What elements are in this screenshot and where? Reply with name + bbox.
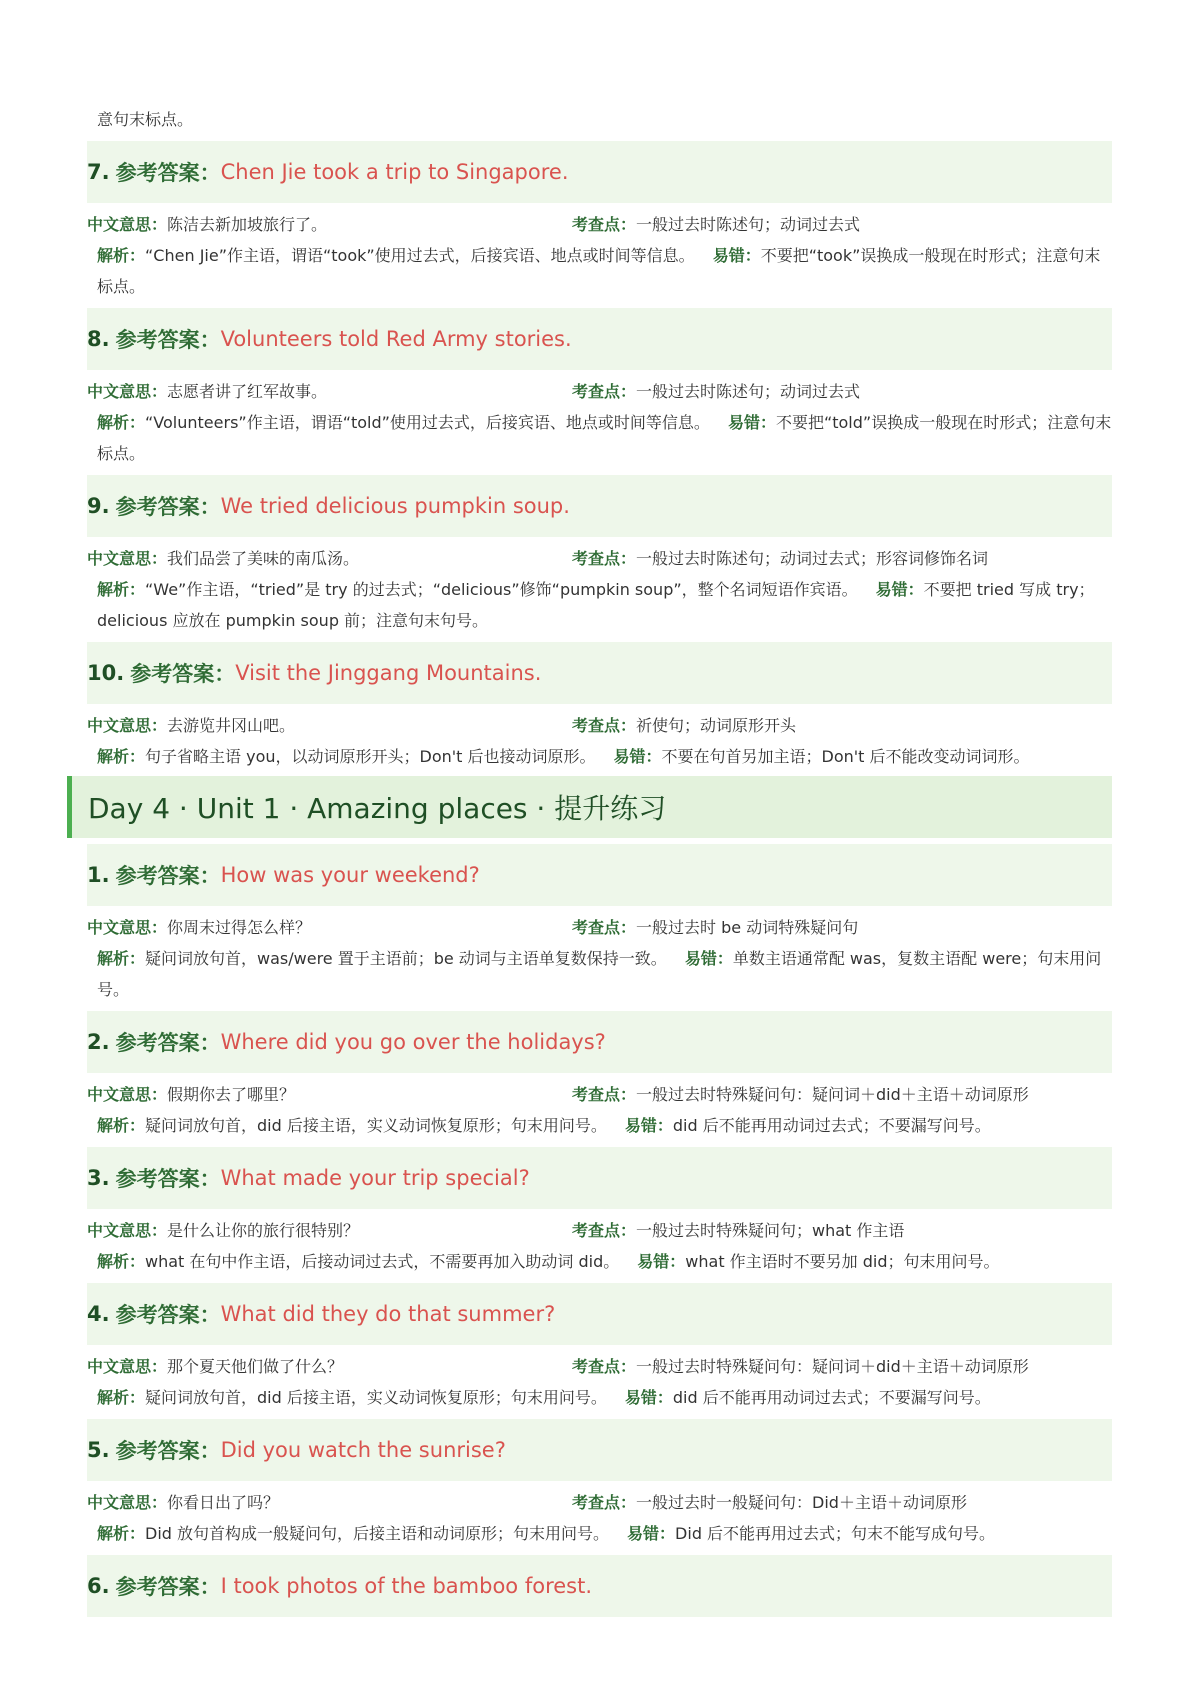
meaning-text: 你看日出了吗？ (167, 1493, 280, 1512)
answer-bar (87, 844, 1112, 906)
item-2 (87, 1011, 1112, 1141)
answer-bar (87, 475, 1112, 537)
answer-bar (87, 1283, 1112, 1345)
mistake-text: 不要把“took”误换成一般现在时形式；注意句末标点。 (97, 246, 1101, 296)
section-title: Day 4 · Unit 1 · Amazing places · 提升练习 (88, 792, 667, 825)
info-row (87, 209, 1112, 240)
point-label: 考查点： (572, 716, 637, 735)
answer-text: What made your trip special? (220, 1166, 530, 1190)
meaning-label: 中文意思： (87, 382, 168, 401)
info-row (87, 1351, 1112, 1382)
meaning-text: 陈洁去新加坡旅行了。 (167, 215, 328, 234)
answer-label: 参考答案： (115, 1303, 221, 1327)
analysis-text: “Chen Jie”作主语，谓语“took”使用过去式，后接宾语、地点或时间等信息。 (145, 246, 695, 265)
item-number: 9. (87, 494, 110, 518)
analysis-paragraph (87, 1110, 1112, 1141)
item-4 (87, 1283, 1112, 1413)
mistake-label: 易错： (875, 580, 924, 599)
meaning-label: 中文意思： (87, 1357, 168, 1376)
point-text: 一般过去时特殊疑问句；what 作主语 (636, 1221, 905, 1240)
point-label: 考查点： (572, 1357, 637, 1376)
item-1 (87, 844, 1112, 1005)
analysis-label: 解析： (97, 413, 146, 432)
point-label: 考查点： (572, 918, 637, 937)
mistake-text: 不要把“told”误换成一般现在时形式；注意句末标点。 (97, 413, 1112, 463)
meaning-label: 中文意思： (87, 1085, 168, 1104)
info-row (87, 543, 1112, 574)
item-8 (87, 308, 1112, 469)
mistake-text: 单数主语通常配 was，复数主语配 were；句末用问号。 (97, 949, 1102, 999)
analysis-text: 疑问词放句首，was/were 置于主语前；be 动词与主语单复数保持一致。 (145, 949, 667, 968)
answer-bar (87, 1555, 1112, 1617)
answer-bar (87, 1419, 1112, 1481)
mistake-text: 不要在句首另加主语；Don't 后不能改变动词词形。 (661, 747, 1030, 766)
analysis-text: “Volunteers”作主语，谓语“told”使用过去式，后接宾语、地点或时间等信息。 (145, 413, 710, 432)
analysis-label: 解析： (97, 1388, 146, 1407)
item-number: 4. (87, 1302, 110, 1326)
answer-label: 参考答案： (115, 495, 221, 519)
analysis-paragraph (87, 943, 1112, 1005)
answer-text: How was your weekend? (220, 863, 480, 887)
item-10 (87, 642, 1112, 772)
answer-key-page (87, 104, 1112, 1617)
mistake-text: 不要把 tried 写成 try；delicious 应放在 pumpkin soup 前；注意句末句号。 (97, 580, 1095, 630)
analysis-text: Did 放句首构成一般疑问句，后接主语和动词原形；句末用问号。 (145, 1524, 610, 1543)
point-label: 考查点： (572, 215, 637, 234)
mistake-text: Did 后不能再用过去式；句末不能写成句号。 (675, 1524, 996, 1543)
answer-text: Did you watch the sunrise? (220, 1438, 506, 1462)
point-text: 一般过去时一般疑问句：Did＋主语＋动词原形 (636, 1493, 967, 1512)
mistake-label: 易错： (727, 413, 776, 432)
analysis-paragraph (87, 1382, 1112, 1413)
analysis-text: what 在句中作主语，后接动词过去式，不需要再加入助动词 did。 (145, 1252, 620, 1271)
answer-text: Where did you go over the holidays? (220, 1030, 606, 1054)
point-text: 一般过去时特殊疑问句：疑问词＋did＋主语＋动词原形 (636, 1357, 1029, 1376)
analysis-paragraph (87, 1518, 1112, 1549)
point-text: 一般过去时陈述句；动词过去式；形容词修饰名词 (636, 549, 989, 568)
point-label: 考查点： (572, 1493, 637, 1512)
mistake-label: 易错： (684, 949, 733, 968)
item-number: 6. (87, 1574, 110, 1598)
analysis-paragraph (87, 574, 1112, 636)
point-label: 考查点： (572, 382, 637, 401)
continuation-text: 意句末标点。 (97, 110, 194, 129)
analysis-label: 解析： (97, 949, 146, 968)
answer-text: Chen Jie took a trip to Singapore. (220, 160, 569, 184)
mistake-text: did 后不能再用动词过去式；不要漏写问号。 (672, 1116, 991, 1135)
meaning-text: 那个夏天他们做了什么？ (167, 1357, 344, 1376)
mistake-label: 易错： (712, 246, 761, 265)
answer-bar (87, 308, 1112, 370)
info-row (87, 912, 1112, 943)
analysis-label: 解析： (97, 580, 146, 599)
mistake-label: 易错： (624, 1116, 673, 1135)
analysis-paragraph (87, 1246, 1112, 1277)
item-number: 5. (87, 1438, 110, 1462)
item-7 (87, 141, 1112, 302)
answer-label: 参考答案： (130, 662, 236, 686)
answer-text: Visit the Jinggang Mountains. (235, 661, 542, 685)
point-label: 考查点： (572, 1085, 637, 1104)
answer-label: 参考答案： (115, 328, 221, 352)
meaning-label: 中文意思： (87, 918, 168, 937)
mistake-label: 易错： (627, 1524, 676, 1543)
point-text: 祈使句；动词原形开头 (636, 716, 797, 735)
analysis-label: 解析： (97, 1252, 146, 1271)
item-number: 7. (87, 160, 110, 184)
mistake-label: 易错： (637, 1252, 686, 1271)
answer-label: 参考答案： (115, 1167, 221, 1191)
meaning-label: 中文意思： (87, 1221, 168, 1240)
answer-text: Volunteers told Red Army stories. (220, 327, 572, 351)
meaning-label: 中文意思： (87, 716, 168, 735)
analysis-paragraph (87, 407, 1112, 469)
meaning-label: 中文意思： (87, 215, 168, 234)
analysis-text: 疑问词放句首，did 后接主语，实义动词恢复原形；句末用问号。 (145, 1116, 607, 1135)
item-number: 2. (87, 1030, 110, 1054)
point-text: 一般过去时特殊疑问句：疑问词＋did＋主语＋动词原形 (636, 1085, 1029, 1104)
item-number: 8. (87, 327, 110, 351)
item-3 (87, 1147, 1112, 1277)
meaning-text: 假期你去了哪里？ (167, 1085, 296, 1104)
answer-bar (87, 141, 1112, 203)
answer-bar (87, 1147, 1112, 1209)
analysis-paragraph (87, 741, 1112, 772)
point-text: 一般过去时陈述句；动词过去式 (636, 382, 861, 401)
analysis-label: 解析： (97, 747, 146, 766)
meaning-text: 是什么让你的旅行很特别？ (167, 1221, 360, 1240)
item-9 (87, 475, 1112, 636)
analysis-label: 解析： (97, 246, 146, 265)
info-row (87, 1079, 1112, 1110)
mistake-label: 易错： (624, 1388, 673, 1407)
section-header (67, 776, 1112, 838)
answer-label: 参考答案： (115, 1575, 221, 1599)
item-6 (87, 1555, 1112, 1617)
point-text: 一般过去时 be 动词特殊疑问句 (636, 918, 859, 937)
analysis-label: 解析： (97, 1116, 146, 1135)
answer-label: 参考答案： (115, 1439, 221, 1463)
mistake-text: did 后不能再用动词过去式；不要漏写问号。 (672, 1388, 991, 1407)
info-row (87, 1487, 1112, 1518)
answer-text: We tried delicious pumpkin soup. (220, 494, 570, 518)
answer-text: What did they do that summer? (220, 1302, 556, 1326)
analysis-paragraph (87, 240, 1112, 302)
info-row (87, 376, 1112, 407)
answer-bar (87, 1011, 1112, 1073)
mistake-text: what 作主语时不要另加 did；句末用问号。 (685, 1252, 1000, 1271)
answer-label: 参考答案： (115, 1031, 221, 1055)
item-number: 1. (87, 863, 110, 887)
meaning-label: 中文意思： (87, 1493, 168, 1512)
analysis-label: 解析： (97, 1524, 146, 1543)
item-number: 3. (87, 1166, 110, 1190)
point-label: 考查点： (572, 549, 637, 568)
meaning-text: 去游览井冈山吧。 (167, 716, 296, 735)
answer-bar (87, 642, 1112, 704)
answer-label: 参考答案： (115, 161, 221, 185)
mistake-label: 易错： (613, 747, 662, 766)
item-5 (87, 1419, 1112, 1549)
info-row (87, 1215, 1112, 1246)
analysis-text: 疑问词放句首，did 后接主语，实义动词恢复原形；句末用问号。 (145, 1388, 607, 1407)
meaning-label: 中文意思： (87, 549, 168, 568)
analysis-text: “We”作主语，“tried”是 try 的过去式；“delicious”修饰“pumpkin soup”，整个名词短语作宾语。 (145, 580, 858, 599)
info-row (87, 710, 1112, 741)
point-text: 一般过去时陈述句；动词过去式 (636, 215, 861, 234)
point-label: 考查点： (572, 1221, 637, 1240)
analysis-text: 句子省略主语 you，以动词原形开头；Don't 后也接动词原形。 (145, 747, 596, 766)
answer-text: I took photos of the bamboo forest. (220, 1574, 593, 1598)
item-number: 10. (87, 661, 125, 685)
meaning-text: 我们品尝了美味的南瓜汤。 (167, 549, 360, 568)
answer-label: 参考答案： (115, 864, 221, 888)
meaning-text: 你周末过得怎么样？ (167, 918, 312, 937)
meaning-text: 志愿者讲了红军故事。 (167, 382, 328, 401)
